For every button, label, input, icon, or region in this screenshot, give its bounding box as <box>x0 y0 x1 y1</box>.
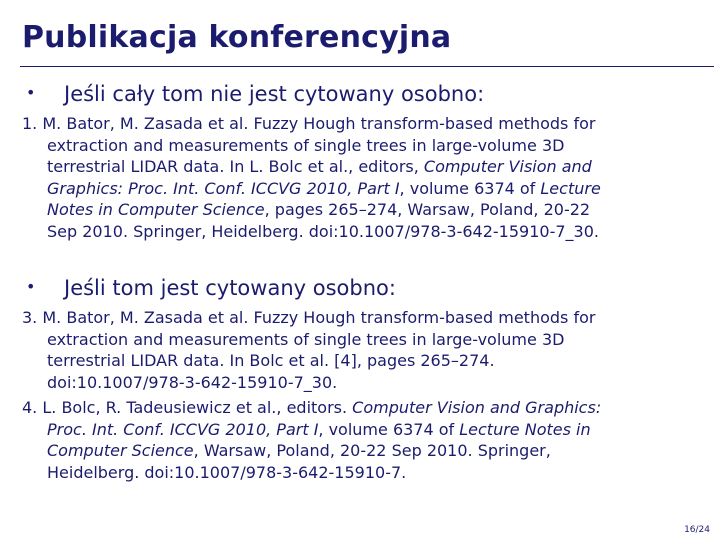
bullet-text: Jeśli tom jest cytowany osobno: <box>64 276 396 300</box>
page-title: Publikacja konferencyjna <box>22 20 452 55</box>
reference-line: doi:10.1007/978-3-642-15910-7_30. <box>47 372 338 392</box>
reference-line: 4. L. Bolc, R. Tadeusiewicz et al., editors. Computer Vision and Graphics: <box>22 398 602 417</box>
bullet-volume-cited-separately <box>26 276 396 300</box>
reference-number: 4. <box>22 398 38 417</box>
title-divider <box>20 66 714 67</box>
reference-line: extraction and measurements of single trees in large-volume 3D <box>47 329 565 349</box>
reference-4 <box>22 397 702 483</box>
reference-line: extraction and measurements of single trees in large-volume 3D <box>47 135 565 155</box>
page-number: 16/24 <box>684 525 710 535</box>
bullet-icon: • <box>26 277 36 296</box>
reference-number: 3. <box>22 308 38 327</box>
reference-line: Notes in Computer Science, pages 265–274, Warsaw, Poland, 20-22 <box>47 200 591 219</box>
reference-line: Computer Science, Warsaw, Poland, 20-22 Sep 2010. Springer, <box>47 441 551 460</box>
reference-line: Graphics: Proc. Int. Conf. ICCVG 2010, Part I, volume 6374 of Lecture <box>47 178 601 198</box>
bullet-whole-volume-not-cited <box>26 82 484 106</box>
bullet-icon: • <box>26 83 36 102</box>
reference-line: Sep 2010. Springer, Heidelberg. doi:10.1007/978-3-642-15910-7_30. <box>47 221 599 241</box>
reference-3 <box>22 307 702 393</box>
reference-line: 1. M. Bator, M. Zasada et al. Fuzzy Hough transform-based methods for <box>22 114 596 133</box>
reference-1 <box>22 113 702 242</box>
reference-line: terrestrial LIDAR data. In Bolc et al. [4], pages 265–274. <box>47 351 495 370</box>
reference-number: 1. <box>22 114 38 133</box>
reference-line: Proc. Int. Conf. ICCVG 2010, Part I, volume 6374 of Lecture Notes in <box>47 419 591 439</box>
reference-line: 3. M. Bator, M. Zasada et al. Fuzzy Hough transform-based methods for <box>22 308 596 327</box>
reference-line: terrestrial LIDAR data. In L. Bolc et al., editors, Computer Vision and <box>47 157 592 176</box>
bullet-text: Jeśli cały tom nie jest cytowany osobno: <box>64 82 485 106</box>
reference-line: Heidelberg. doi:10.1007/978-3-642-15910-7. <box>47 462 407 482</box>
